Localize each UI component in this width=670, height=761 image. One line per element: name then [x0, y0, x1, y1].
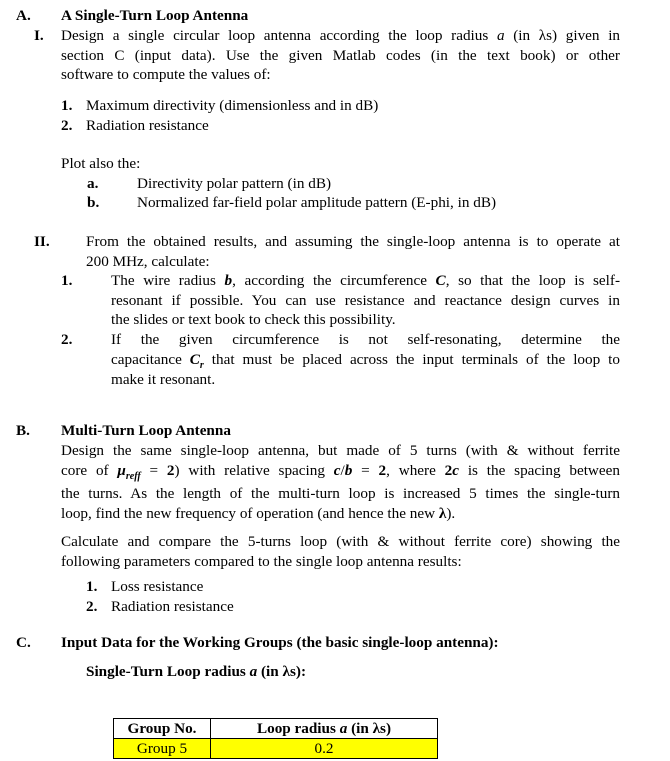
- part-ii-item-1-line-3: the slides or text book to check this possibility.: [111, 311, 396, 328]
- section-b-item-2: Radiation resistance: [111, 598, 234, 615]
- plot-item-a: Directivity polar pattern (in dB): [137, 175, 332, 192]
- section-b-item-1-num: 1.: [86, 578, 98, 595]
- table-header-row: [114, 719, 438, 739]
- table-cell-group: Group 5: [114, 739, 211, 759]
- part-ii-item-1-num: 1.: [61, 272, 73, 289]
- section-b-para2-line-1: Calculate and compare the 5-turns loop (with & without ferrite core) showing the: [61, 533, 620, 550]
- section-a-letter: A.: [16, 7, 31, 24]
- section-c-subtitle: Single-Turn Loop radius a (in λs):: [86, 663, 307, 680]
- part-ii-numeral: II.: [34, 233, 50, 250]
- part-ii-item-2-num: 2.: [61, 331, 73, 348]
- section-b-letter: B.: [16, 422, 30, 439]
- part-ii-item-2-line-3: make it resonant.: [111, 371, 216, 388]
- section-c-letter: C.: [16, 634, 31, 651]
- part-ii-item-1-line-1: The wire radius b, according the circumference C, so that the loop is self-: [111, 272, 620, 289]
- part-ii-item-2-line-2: capacitance $C_r$ that must be placed across the input terminals of the loop to: [111, 351, 620, 372]
- part-i-line-3: software to compute the values of:: [61, 66, 271, 83]
- table-cell-radius: 0.2: [211, 739, 438, 759]
- plot-item-b-num: b.: [87, 194, 100, 211]
- plot-item-a-num: a.: [87, 175, 99, 192]
- part-ii-line-1: From the obtained results, and assuming the single-loop antenna is to operate at: [86, 233, 620, 250]
- part-i-item-1: Maximum directivity (dimensionless and in dB): [86, 97, 379, 114]
- section-b-para1-line-2: core of $\mu_{reff} = 2$) with relative spacing c/b = 2, where 2c is the spacing between: [61, 462, 620, 483]
- section-b-para2-line-2: following parameters compared to the single loop antenna results:: [61, 553, 462, 570]
- section-b-item-2-num: 2.: [86, 598, 98, 615]
- part-i-item-1-num: 1.: [61, 97, 73, 114]
- plot-item-b: Normalized far-field polar amplitude pattern (E-phi, in dB): [137, 194, 497, 211]
- section-c-title: Input Data for the Working Groups (the basic single-loop antenna):: [61, 634, 499, 651]
- table-header-radius: Loop radius a (in λs): [211, 719, 438, 739]
- section-b-para1-line-3: the turns. As the length of the multi-turn loop is increased 5 times the single-turn: [61, 485, 620, 502]
- part-ii-item-2-line-1: If the given circumference is not self-resonating, determine the: [111, 331, 620, 348]
- part-ii-item-1-line-2: resonant if possible. You can use resistance and reactance design curves in: [111, 292, 620, 309]
- section-b-para1-line-4: loop, find the new frequency of operation (and hence the new λ).: [61, 505, 456, 522]
- input-data-table: [113, 718, 438, 759]
- part-i-line-1: Design a single circular loop antenna according the loop radius a (in λs) given in: [61, 27, 621, 44]
- section-b-item-1: Loss resistance: [111, 578, 204, 595]
- section-b-para1-line-1: Design the same single-loop antenna, but made of 5 turns (with & without ferrite: [61, 442, 620, 459]
- part-ii-line-2: 200 MHz, calculate:: [86, 253, 210, 270]
- section-b-title: Multi-Turn Loop Antenna: [61, 422, 231, 439]
- plot-label: Plot also the:: [61, 155, 141, 172]
- section-a-title: A Single-Turn Loop Antenna: [61, 7, 249, 24]
- part-i-item-2: Radiation resistance: [86, 117, 209, 134]
- part-i-line-2: section C (input data). Use the given Matlab codes (in the text book) or other: [61, 47, 620, 64]
- table-row: [114, 739, 438, 759]
- table-header-group: Group No.: [114, 719, 211, 739]
- part-i-numeral: I.: [34, 27, 44, 44]
- part-i-item-2-num: 2.: [61, 117, 73, 134]
